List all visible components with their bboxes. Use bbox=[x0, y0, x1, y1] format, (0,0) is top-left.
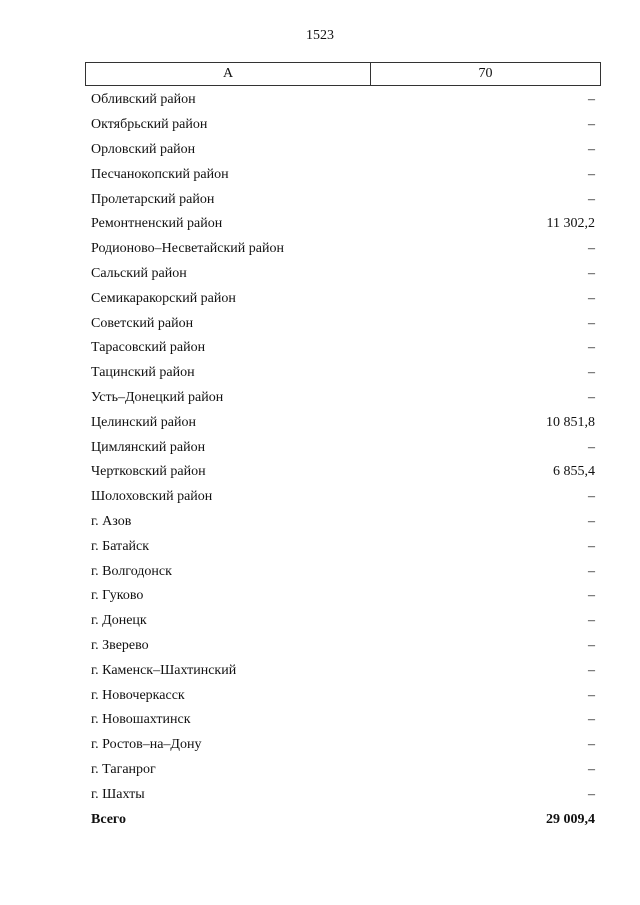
table-row bbox=[85, 138, 601, 163]
row-name: Семикаракорский район bbox=[91, 290, 236, 306]
row-name: Целинский район bbox=[91, 414, 196, 430]
row-value: – bbox=[588, 687, 595, 703]
table-header-column-a: А bbox=[86, 63, 371, 85]
row-name: г. Зверево bbox=[91, 637, 149, 653]
table-row bbox=[85, 336, 601, 361]
table-row bbox=[85, 634, 601, 659]
page-number: 1523 bbox=[306, 28, 334, 43]
table-header-row bbox=[85, 62, 601, 86]
table-row bbox=[85, 311, 601, 336]
row-value: – bbox=[588, 761, 595, 777]
row-value: – bbox=[588, 92, 595, 108]
row-value: – bbox=[588, 191, 595, 207]
row-value: – bbox=[588, 489, 595, 505]
row-name: Ремонтненский район bbox=[91, 216, 223, 232]
row-value: – bbox=[588, 712, 595, 728]
row-value: – bbox=[588, 662, 595, 678]
table-header-column-70: 70 bbox=[478, 66, 493, 81]
table-row bbox=[85, 584, 601, 609]
row-name: Тацинский район bbox=[91, 365, 195, 381]
row-value: – bbox=[588, 786, 595, 802]
row-value: – bbox=[588, 290, 595, 306]
table-row bbox=[85, 733, 601, 758]
row-name: г. Волгодонск bbox=[91, 563, 172, 579]
row-name: Родионово–Несветайский район bbox=[91, 241, 284, 257]
table-row bbox=[85, 212, 601, 237]
row-name: Шолоховский район bbox=[91, 489, 213, 505]
table-body bbox=[85, 88, 601, 832]
row-name: Тарасовский район bbox=[91, 340, 206, 356]
row-name: Орловский район bbox=[91, 141, 196, 157]
data-table bbox=[85, 62, 601, 832]
total-label: Всего bbox=[91, 811, 126, 827]
total-value: 29 009,4 bbox=[546, 811, 595, 827]
row-name: Октябрьский район bbox=[91, 117, 208, 133]
row-name: г. Шахты bbox=[91, 786, 145, 802]
row-name: г. Таганрог bbox=[91, 761, 156, 777]
row-value: 11 302,2 bbox=[546, 216, 595, 232]
table-row bbox=[85, 534, 601, 559]
table-row bbox=[85, 361, 601, 386]
table-row bbox=[85, 162, 601, 187]
table-row bbox=[85, 113, 601, 138]
table-row bbox=[85, 510, 601, 535]
row-name: Советский район bbox=[91, 315, 194, 331]
row-value: – bbox=[588, 439, 595, 455]
row-name: Обливский район bbox=[91, 92, 196, 108]
table-row bbox=[85, 410, 601, 435]
row-value: – bbox=[588, 613, 595, 629]
row-name: Цимлянский район bbox=[91, 439, 206, 455]
row-name: Сальский район bbox=[91, 265, 187, 281]
table-row bbox=[85, 683, 601, 708]
table-row bbox=[85, 758, 601, 783]
row-name: г. Новочеркасск bbox=[91, 687, 185, 703]
row-value: – bbox=[588, 166, 595, 182]
row-name: г. Батайск bbox=[91, 538, 150, 554]
row-value: – bbox=[588, 389, 595, 405]
row-name: г. Новошахтинск bbox=[91, 712, 191, 728]
table-row bbox=[85, 782, 601, 807]
table-row bbox=[85, 609, 601, 634]
row-value: – bbox=[588, 315, 595, 331]
row-value: – bbox=[588, 241, 595, 257]
row-name: г. Ростов–на–Дону bbox=[91, 737, 202, 753]
row-value: – bbox=[588, 538, 595, 554]
row-name: Песчанокопский район bbox=[91, 166, 229, 182]
row-name: г. Азов bbox=[91, 513, 132, 529]
row-value: – bbox=[588, 265, 595, 281]
row-name: Усть–Донецкий район bbox=[91, 389, 224, 405]
row-value: – bbox=[588, 637, 595, 653]
row-value: – bbox=[588, 588, 595, 604]
table-row bbox=[85, 88, 601, 113]
table-row bbox=[85, 435, 601, 460]
table-total-row bbox=[85, 807, 601, 832]
table-row bbox=[85, 386, 601, 411]
row-value: – bbox=[588, 513, 595, 529]
table-row bbox=[85, 237, 601, 262]
table-row bbox=[85, 460, 601, 485]
row-value: – bbox=[588, 365, 595, 381]
table-row bbox=[85, 187, 601, 212]
table-row bbox=[85, 262, 601, 287]
row-name: Пролетарский район bbox=[91, 191, 215, 207]
row-value: – bbox=[588, 117, 595, 133]
row-value: – bbox=[588, 141, 595, 157]
row-value: – bbox=[588, 737, 595, 753]
row-name: Чертковский район bbox=[91, 464, 206, 480]
table-row bbox=[85, 286, 601, 311]
row-name: г. Гуково bbox=[91, 588, 144, 604]
table-row bbox=[85, 658, 601, 683]
row-value: – bbox=[588, 563, 595, 579]
row-name: г. Каменск–Шахтинский bbox=[91, 662, 237, 678]
row-name: г. Донецк bbox=[91, 613, 147, 629]
row-value: – bbox=[588, 340, 595, 356]
table-row bbox=[85, 559, 601, 584]
row-value: 10 851,8 bbox=[546, 414, 595, 430]
row-value: 6 855,4 bbox=[553, 464, 595, 480]
table-row bbox=[85, 708, 601, 733]
table-row bbox=[85, 485, 601, 510]
